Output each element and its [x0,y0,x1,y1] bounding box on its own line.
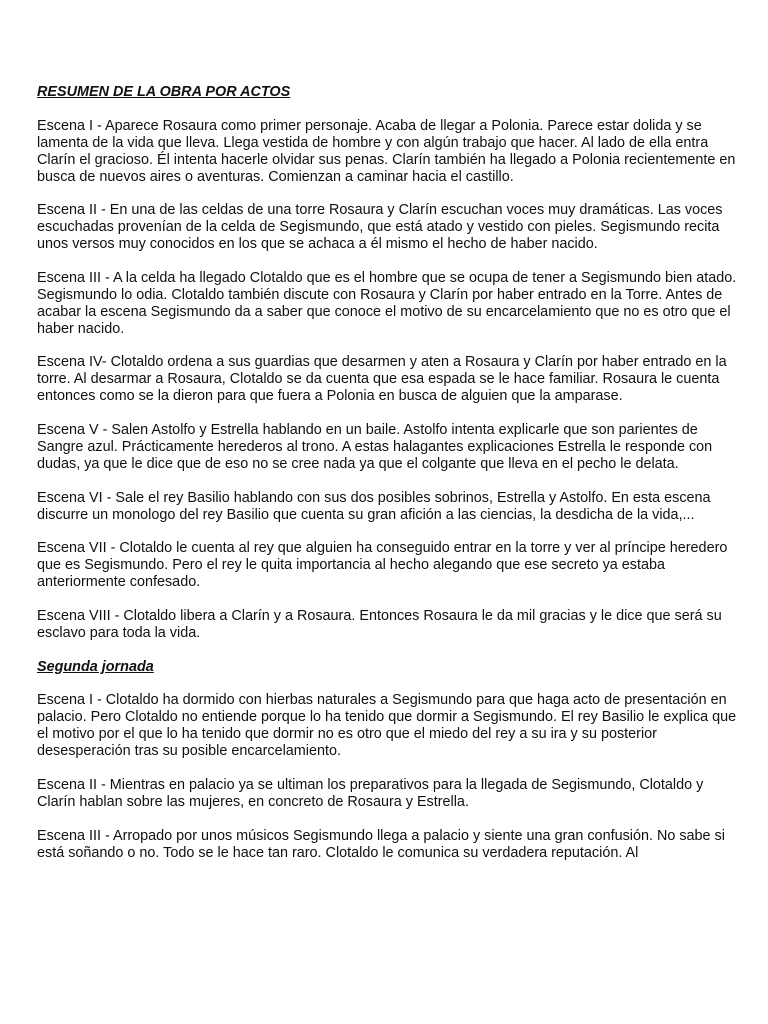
paragraph-escena-8: Escena VIII - Clotaldo libera a Clarín y a Rosaura. Entonces Rosaura le da mil gracias y le dice que será su esclavo para toda la vida. [37,607,722,641]
paragraph-escena-5: Escena V - Salen Astolfo y Estrella hablando en un baile. Astolfo intenta explicarle que son parientes de Sangre azul. Prácticamente herederos al trono. A estas halagantes explicaciones Estrella le responde con dudas, ya que le dice que de eso no se cree nada ya que el colgante que lleva en el pecho le delata. [37,422,713,472]
paragraph-escena-7: Escena VII - Clotaldo le cuenta al rey que alguien ha conseguido entrar en la torre y ver al príncipe heredero que es Segismundo. Pero el rey le quita importancia al hecho alegando que ese secreto ya estaba anteriormente confesado. [37,540,728,591]
paragraph-jornada2-escena-2: Escena II - Mientras en palacio ya se ultiman los preparativos para la llegada de Segismundo, Clotaldo y Clarín hablan sobre las mujeres, en concreto de Rosaura y Estrella. [37,776,704,810]
paragraph-escena-1: Escena I - Aparece Rosaura como primer personaje. Acaba de llegar a Polonia. Parece estar dolida y se lamenta de la vida que lleva. Llega vestida de hombre y con algún trabajo que hacer. Al lado de ella entra Clarín el gracioso. Él intenta hacerle olvidar sus penas. Clarín también ha llegado a Polonia recientemente en busca de nuevos aires o aventuras. Comienzan a caminar hacia el castillo. [37,117,736,185]
paragraph-jornada2-escena-3: Escena III - Arropado por unos músicos Segismundo llega a palacio y siente una gran confusión. No sabe si está soñando o no. Todo se le hace tan raro. Clotaldo le comunica su verdadera reputación. Al [37,827,725,861]
document-page [37,84,741,862]
paragraph-escena-3: Escena III - A la celda ha llegado Clotaldo que es el hombre que se ocupa de tener a Segismundo bien atado. Segismundo lo odia. Clotaldo también discute con Rosaura y Clarín por haber entrado en la Torre. Antes de acabar la escena Segismundo da a saber que conoce el motivo de su encarcelamiento que no es otro que el haber nacido. [37,269,737,337]
paragraph-jornada2-escena-1: Escena I - Clotaldo ha dormido con hierbas naturales a Segismundo para que haga acto de presentación en palacio. Pero Clotaldo no entiende porque lo ha tenido que dormir a Segismundo. El rey Basilio le explica que el motivo por el que lo ha tenido que dormir no es otro que el miedo del rey a su ira y su posterior desesperación tras su posible encarcelamiento. [37,692,737,760]
document-title: RESUMEN DE LA OBRA POR ACTOS [37,84,291,100]
paragraph-escena-2: Escena II - En una de las celdas de una torre Rosaura y Clarín escuchan voces muy dramáticas. Las voces escuchadas provenían de la celda de Segismundo, que está atado y vestido con pieles. Segismundo recita unos versos muy conocidos en los que se achaca a él mismo el hecho de haber nacido. [37,202,723,253]
paragraph-escena-4: Escena IV- Clotaldo ordena a sus guardias que desarmen y aten a Rosaura y Clarín por haber entrado en la torre. Al desarmar a Rosaura, Clotaldo se da cuenta que esa espada se le hace familiar. Rosaura le cuenta entonces como se la dieron para que fuera a Polonia en busca de alguien que la amparase. [37,354,727,405]
paragraph-escena-6: Escena VI - Sale el rey Basilio hablando con sus dos posibles sobrinos, Estrella y Astolfo. En esta escena discurre un monologo del rey Basilio que cuenta su gran afición a las ciencias, la desdicha de la vida,... [37,489,711,523]
section-subtitle: Segunda jornada [37,658,154,675]
